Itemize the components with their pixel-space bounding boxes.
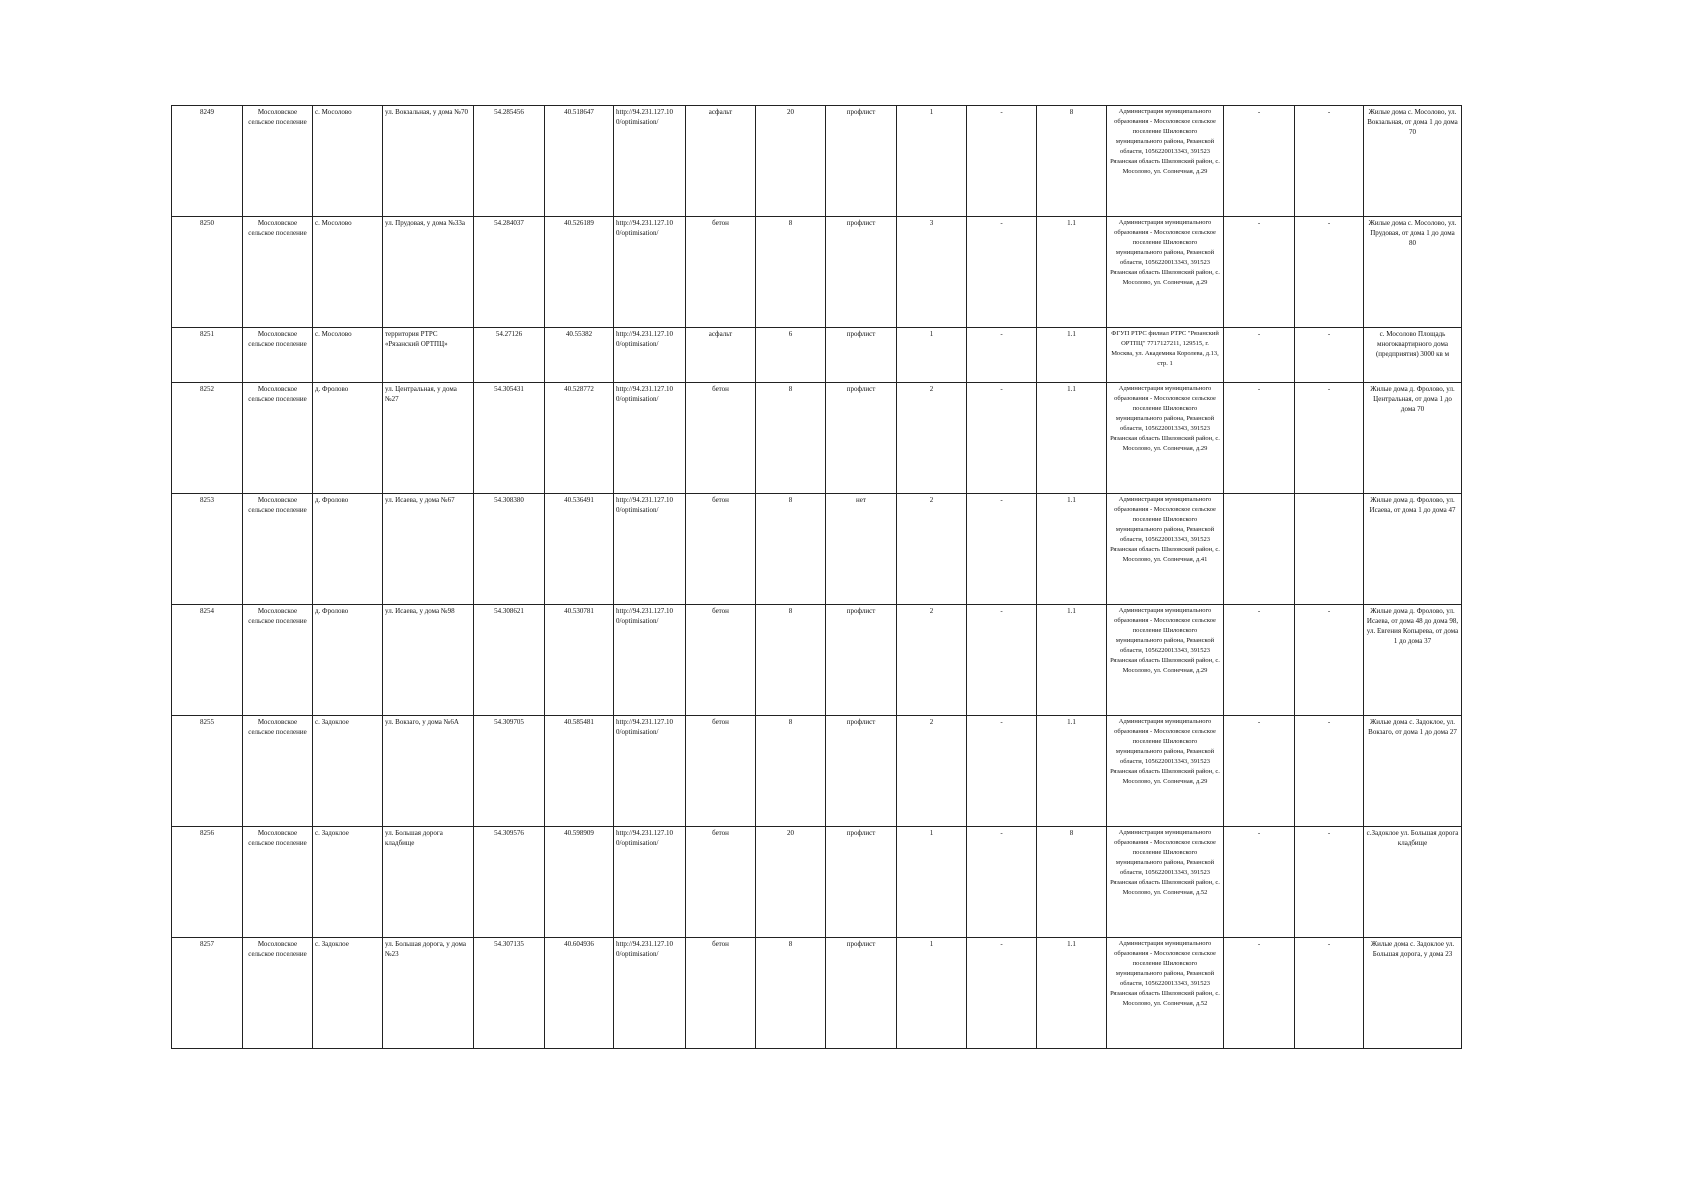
- cell-empty-marker: -: [1295, 106, 1364, 217]
- cell-fence: профлист: [826, 716, 897, 827]
- cell-address: ул. Вокзаго, у дома №6А: [383, 716, 474, 827]
- cell-empty-marker: -: [1224, 827, 1295, 938]
- cell-url: http://94.231.127.10 0/optimisation/: [614, 328, 686, 383]
- table-row: [172, 827, 1462, 938]
- cell-area: 20: [756, 827, 826, 938]
- cell-settlement: Мосоловское сельское поселение: [243, 217, 313, 328]
- cell-settlement: Мосоловское сельское поселение: [243, 938, 313, 1049]
- cell-empty-marker: -: [1295, 827, 1364, 938]
- cell-locality: с. Задоклое: [313, 938, 383, 1049]
- cell-longitude: 40.604936: [545, 938, 614, 1049]
- table-row: [172, 494, 1462, 605]
- cell-longitude: 40.526189: [545, 217, 614, 328]
- cell-latitude: 54.27126: [474, 328, 545, 383]
- cell-area: 6: [756, 328, 826, 383]
- cell-volume: 1.1: [1037, 217, 1107, 328]
- cell-latitude: 54.305431: [474, 383, 545, 494]
- cell-empty-marker: [1295, 494, 1364, 605]
- cell-fence: профлист: [826, 383, 897, 494]
- cell-id: 8251: [172, 328, 243, 383]
- cell-empty-marker: -: [1295, 217, 1364, 328]
- cell-area: 8: [756, 716, 826, 827]
- cell-owner: Администрация муниципального образования - Мосоловское сельское поселение Шиловского муниципального района, Рязанской области, 1056220013343, 391523 Рязанская область Шиловский район, с. Мосолово, ул. Солнечная, д.29: [1107, 605, 1224, 716]
- cell-empty-marker: -: [967, 494, 1037, 605]
- cell-longitude: 40.528772: [545, 383, 614, 494]
- cell-empty-marker: -: [967, 217, 1037, 328]
- cell-longitude: 40.530781: [545, 605, 614, 716]
- cell-area: 20: [756, 106, 826, 217]
- cell-empty-marker: -: [1224, 217, 1295, 328]
- cell-fence: профлист: [826, 217, 897, 328]
- cell-surface: асфальт: [686, 328, 756, 383]
- cell-fence: нет: [826, 494, 897, 605]
- cell-surface: бетон: [686, 383, 756, 494]
- cell-area: 8: [756, 938, 826, 1049]
- cell-empty-marker: -: [967, 605, 1037, 716]
- cell-containers: 2: [897, 716, 967, 827]
- cell-id: 8254: [172, 605, 243, 716]
- cell-empty-marker: -: [1224, 605, 1295, 716]
- cell-surface: бетон: [686, 938, 756, 1049]
- cell-settlement: Мосоловское сельское поселение: [243, 827, 313, 938]
- cell-volume: 1.1: [1037, 605, 1107, 716]
- cell-containers: 2: [897, 494, 967, 605]
- registry-sheet: [171, 105, 1457, 1049]
- cell-id: 8252: [172, 383, 243, 494]
- cell-address: ул. Большая дорога, у дома №23: [383, 938, 474, 1049]
- table-row: [172, 605, 1462, 716]
- cell-sources: Жилые дома д. Фролово, ул. Исаева, от дома 1 до дома 47: [1364, 494, 1462, 605]
- cell-locality: д. Фролово: [313, 383, 383, 494]
- cell-address: ул. Исаева, у дома №98: [383, 605, 474, 716]
- cell-id: 8250: [172, 217, 243, 328]
- cell-empty-marker: -: [1295, 328, 1364, 383]
- cell-fence: профлист: [826, 938, 897, 1049]
- cell-sources: Жилые дома с. Мосолово, ул. Вокзальная, от дома 1 до дома 70: [1364, 106, 1462, 217]
- cell-latitude: 54.308621: [474, 605, 545, 716]
- cell-containers: 1: [897, 827, 967, 938]
- cell-latitude: 54.309705: [474, 716, 545, 827]
- cell-empty-marker: -: [1224, 938, 1295, 1049]
- cell-empty-marker: -: [1295, 383, 1364, 494]
- cell-locality: с. Задоклое: [313, 827, 383, 938]
- table-row: [172, 106, 1462, 217]
- cell-url: http://94.231.127.10 0/optimisation/: [614, 217, 686, 328]
- cell-empty-marker: -: [1295, 605, 1364, 716]
- cell-volume: 1.1: [1037, 328, 1107, 383]
- cell-surface: бетон: [686, 494, 756, 605]
- cell-longitude: 40.55382: [545, 328, 614, 383]
- cell-containers: 1: [897, 938, 967, 1049]
- cell-latitude: 54.285456: [474, 106, 545, 217]
- cell-longitude: 40.585481: [545, 716, 614, 827]
- cell-empty-marker: -: [967, 938, 1037, 1049]
- cell-address: ул. Вокзальная, у дома №70: [383, 106, 474, 217]
- cell-locality: с. Задоклое: [313, 716, 383, 827]
- cell-area: 8: [756, 217, 826, 328]
- cell-volume: 1.1: [1037, 716, 1107, 827]
- cell-settlement: Мосоловское сельское поселение: [243, 605, 313, 716]
- cell-longitude: 40.518647: [545, 106, 614, 217]
- cell-empty-marker: -: [967, 383, 1037, 494]
- cell-url: http://94.231.127.10 0/optimisation/: [614, 106, 686, 217]
- cell-address: ул. Исаева, у дома №67: [383, 494, 474, 605]
- cell-settlement: Мосоловское сельское поселение: [243, 716, 313, 827]
- cell-url: http://94.231.127.10 0/optimisation/: [614, 716, 686, 827]
- cell-area: 8: [756, 494, 826, 605]
- cell-owner: Администрация муниципального образования - Мосоловское сельское поселение Шиловского муниципального района, Рязанской области, 1056220013343, 391523 Рязанская область Шиловский район, с. Мосолово, ул. Солнечная, д.29: [1107, 716, 1224, 827]
- cell-locality: с. Мосолово: [313, 106, 383, 217]
- cell-id: 8253: [172, 494, 243, 605]
- cell-locality: с. Мосолово: [313, 328, 383, 383]
- waste-sites-table: [171, 105, 1462, 1049]
- cell-address: территория РТРС «Рязанский ОРТПЦ»: [383, 328, 474, 383]
- cell-containers: 1: [897, 106, 967, 217]
- cell-containers: 3: [897, 217, 967, 328]
- cell-longitude: 40.536491: [545, 494, 614, 605]
- cell-empty-marker: [1224, 494, 1295, 605]
- cell-owner: Администрация муниципального образования - Мосоловское сельское поселение Шиловского муниципального района, Рязанской области, 1056220013343, 391523 Рязанская область Шиловский район, с. Мосолово, ул. Солнечная, д.29: [1107, 217, 1224, 328]
- cell-settlement: Мосоловское сельское поселение: [243, 494, 313, 605]
- cell-address: ул. Центральная, у дома №27: [383, 383, 474, 494]
- cell-sources: Жилые дома с. Мосолово, ул. Прудовая, от дома 1 до дома 80: [1364, 217, 1462, 328]
- cell-fence: профлист: [826, 106, 897, 217]
- cell-latitude: 54.284037: [474, 217, 545, 328]
- cell-empty-marker: -: [967, 106, 1037, 217]
- cell-volume: 1.1: [1037, 938, 1107, 1049]
- cell-url: http://94.231.127.10 0/optimisation/: [614, 827, 686, 938]
- table-body: [172, 106, 1462, 1049]
- cell-longitude: 40.598909: [545, 827, 614, 938]
- cell-sources: с. Мосолово Площадь многоквартирного дома (предприятия) 3000 кв м: [1364, 328, 1462, 383]
- cell-locality: д. Фролово: [313, 494, 383, 605]
- cell-locality: д. Фролово: [313, 605, 383, 716]
- cell-empty-marker: -: [1224, 106, 1295, 217]
- cell-address: ул. Большая дорога кладбище: [383, 827, 474, 938]
- cell-url: http://94.231.127.10 0/optimisation/: [614, 938, 686, 1049]
- cell-fence: профлист: [826, 328, 897, 383]
- cell-empty-marker: -: [967, 827, 1037, 938]
- cell-owner: Администрация муниципального образования - Мосоловское сельское поселение Шиловского муниципального района, Рязанской области, 1056220013343, 391523 Рязанская область Шиловский район, с. Мосолово, ул. Солнечная, д.52: [1107, 827, 1224, 938]
- cell-url: http://94.231.127.10 0/optimisation/: [614, 383, 686, 494]
- cell-settlement: Мосоловское сельское поселение: [243, 106, 313, 217]
- cell-id: 8249: [172, 106, 243, 217]
- cell-sources: Жилые дома с. Задоклое ул. Большая дорога, у дома 23: [1364, 938, 1462, 1049]
- cell-surface: асфальт: [686, 106, 756, 217]
- cell-settlement: Мосоловское сельское поселение: [243, 383, 313, 494]
- cell-containers: 2: [897, 383, 967, 494]
- cell-id: 8255: [172, 716, 243, 827]
- cell-empty-marker: -: [1295, 716, 1364, 827]
- cell-volume: 8: [1037, 827, 1107, 938]
- table-row: [172, 938, 1462, 1049]
- table-row: [172, 716, 1462, 827]
- cell-latitude: 54.308380: [474, 494, 545, 605]
- cell-surface: бетон: [686, 217, 756, 328]
- cell-latitude: 54.307135: [474, 938, 545, 1049]
- table-row: [172, 383, 1462, 494]
- cell-empty-marker: -: [967, 328, 1037, 383]
- cell-empty-marker: -: [1224, 328, 1295, 383]
- cell-surface: бетон: [686, 716, 756, 827]
- cell-owner: ФГУП РТРС филиал РТРС "Рязанский ОРТПЦ" 7717127211, 129515, г. Москва, ул. Академика Королева, д.13, стр. 1: [1107, 328, 1224, 383]
- cell-url: http://94.231.127.10 0/optimisation/: [614, 605, 686, 716]
- cell-surface: бетон: [686, 827, 756, 938]
- cell-area: 8: [756, 383, 826, 494]
- cell-volume: 1.1: [1037, 494, 1107, 605]
- cell-locality: с. Мосолово: [313, 217, 383, 328]
- cell-latitude: 54.309576: [474, 827, 545, 938]
- cell-url: http://94.231.127.10 0/optimisation/: [614, 494, 686, 605]
- cell-owner: Администрация муниципального образования - Мосоловское сельское поселение Шиловского муниципального района, Рязанской области, 1056220013343, 391523 Рязанская область Шиловский район, с. Мосолово, ул. Солнечная, д.29: [1107, 106, 1224, 217]
- cell-sources: Жилые дома д. Фролово, ул. Центральная, от дома 1 до дома 70: [1364, 383, 1462, 494]
- cell-owner: Администрация муниципального образования - Мосоловское сельское поселение Шиловского муниципального района, Рязанской области, 1056220013343, 391523 Рязанская область Шиловский район, с. Мосолово, ул. Солнечная, д.41: [1107, 494, 1224, 605]
- cell-fence: профлист: [826, 605, 897, 716]
- cell-empty-marker: -: [1295, 938, 1364, 1049]
- cell-containers: 2: [897, 605, 967, 716]
- cell-fence: профлист: [826, 827, 897, 938]
- cell-volume: 8: [1037, 106, 1107, 217]
- cell-surface: бетон: [686, 605, 756, 716]
- cell-empty-marker: -: [1224, 716, 1295, 827]
- cell-empty-marker: -: [967, 716, 1037, 827]
- cell-address: ул. Прудовая, у дома №33а: [383, 217, 474, 328]
- cell-id: 8256: [172, 827, 243, 938]
- cell-volume: 1.1: [1037, 383, 1107, 494]
- cell-sources: Жилые дома д. Фролово, ул. Исаева, от дома 48 до дома 98, ул. Евгения Копырева, от дома 1 до дома 37: [1364, 605, 1462, 716]
- cell-sources: Жилые дома с. Задоклое, ул. Вокзаго, от дома 1 до дома 27: [1364, 716, 1462, 827]
- cell-id: 8257: [172, 938, 243, 1049]
- cell-sources: с.Задоклое ул. Большая дорога кладбище: [1364, 827, 1462, 938]
- cell-owner: Администрация муниципального образования - Мосоловское сельское поселение Шиловского муниципального района, Рязанской области, 1056220013343, 391523 Рязанская область Шиловский район, с. Мосолово, ул. Солнечная, д.52: [1107, 938, 1224, 1049]
- table-row: [172, 217, 1462, 328]
- cell-settlement: Мосоловское сельское поселение: [243, 328, 313, 383]
- cell-containers: 1: [897, 328, 967, 383]
- table-row: [172, 328, 1462, 383]
- cell-area: 8: [756, 605, 826, 716]
- cell-owner: Администрация муниципального образования - Мосоловское сельское поселение Шиловского муниципального района, Рязанской области, 1056220013343, 391523 Рязанская область Шиловский район, с. Мосолово, ул. Солнечная, д.29: [1107, 383, 1224, 494]
- cell-empty-marker: -: [1224, 383, 1295, 494]
